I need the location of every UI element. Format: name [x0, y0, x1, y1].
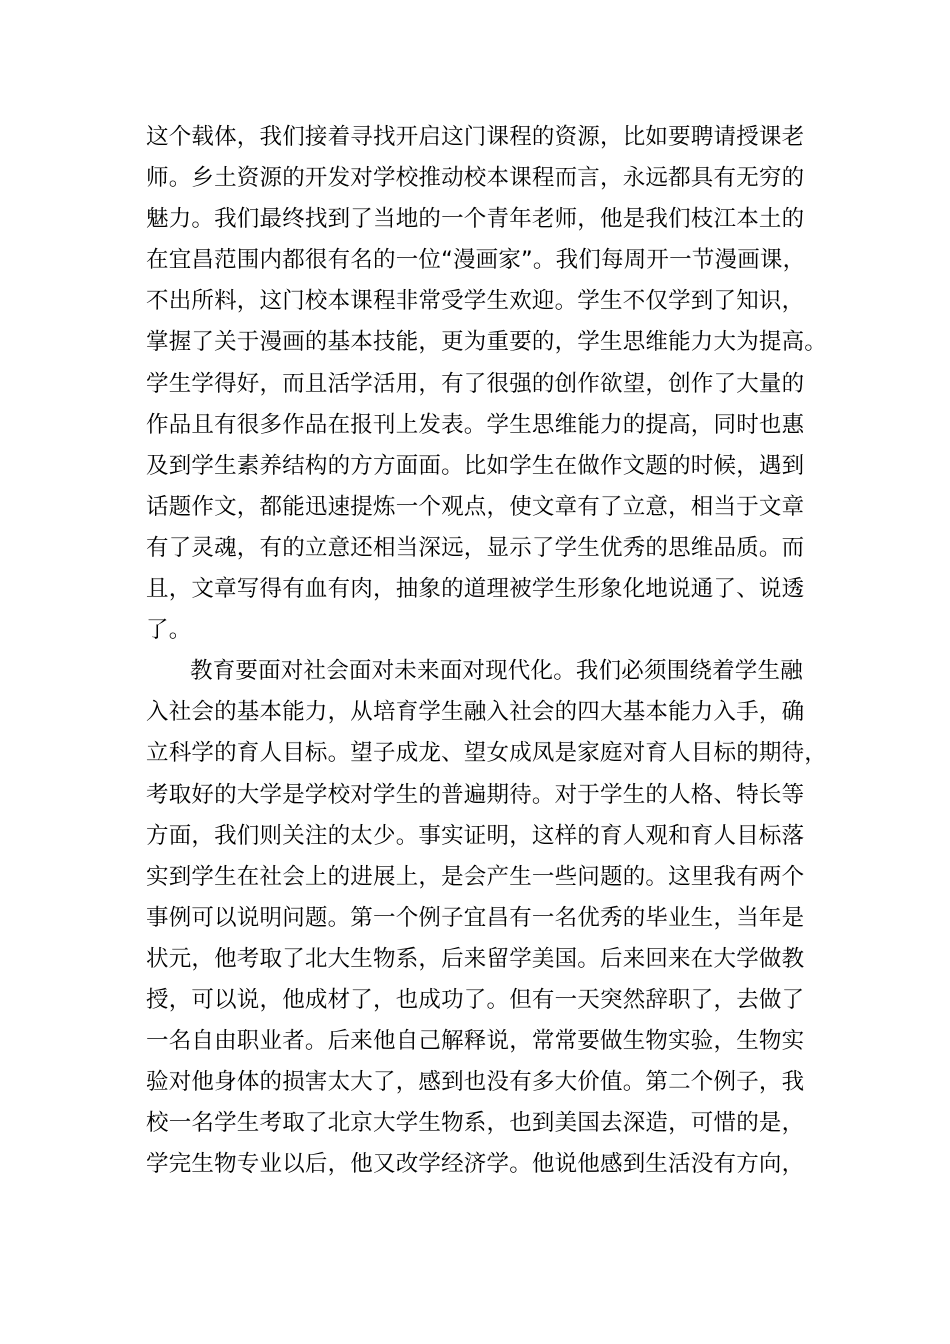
text-line: 学完生物专业以后，他又改学经济学。他说他感到生活没有方向，	[146, 1151, 805, 1178]
text-line: 学生学得好，而且活学活用，有了很强的创作欲望，创作了大量的	[146, 370, 805, 397]
text-line: 一名自由职业者。后来他自己解释说，常常要做生物实验，生物实	[146, 1028, 805, 1055]
text-line: 掌握了关于漫画的基本技能，更为重要的，学生思维能力大为提高。	[146, 329, 828, 356]
text-line: 方面，我们则关注的太少。事实证明，这样的育人观和育人目标落	[146, 822, 805, 849]
text-line: 验对他身体的损害太大了，感到也没有多大价值。第二个例子，我	[146, 1069, 805, 1096]
text-line: 有了灵魂，有的立意还相当深远，显示了学生优秀的思维品质。而	[146, 534, 805, 561]
text-line: 魅力。我们最终找到了当地的一个青年老师，他是我们枝江本土的	[146, 206, 805, 233]
text-line: 不出所料，这门校本课程非常受学生欢迎。学生不仅学到了知识，	[146, 288, 805, 315]
text-line: 事例可以说明问题。第一个例子宜昌有一名优秀的毕业生，当年是	[146, 904, 805, 931]
text-line: 考取好的大学是学校对学生的普遍期待。对于学生的人格、特长等	[146, 781, 805, 808]
text-line: 且，文章写得有血有肉，抽象的道理被学生形象化地说通了、说透	[146, 576, 805, 603]
text-line: 作品且有很多作品在报刊上发表。学生思维能力的提高，同时也惠	[146, 411, 805, 438]
text-line: 入社会的基本能力，从培育学生融入社会的四大基本能力入手，确	[146, 699, 805, 726]
text-line: 实到学生在社会上的进展上，是会产生一些问题的。这里我有两个	[146, 863, 805, 890]
text-line: 授，可以说，他成材了，也成功了。但有一天突然辞职了，去做了	[146, 986, 805, 1013]
text-line: 这个载体，我们接着寻找开启这门课程的资源，比如要聘请授课老	[146, 124, 805, 150]
text-line: 在宜昌范围内都很有名的一位“漫画家”。我们每周开一节漫画课，	[146, 247, 806, 274]
text-line: 校一名学生考取了北京大学生物系，也到美国去深造，可惜的是，	[146, 1110, 805, 1137]
paragraph-first-line: 教育要面对社会面对未来面对现代化。我们必须围绕着学生融	[190, 658, 803, 685]
text-line: 状元，他考取了北大生物系，后来留学美国。后来回来在大学做教	[146, 945, 805, 972]
text-line: 话题作文，都能迅速提炼一个观点，使文章有了立意，相当于文章	[146, 493, 805, 520]
text-line: 立科学的育人目标。望子成龙、望女成凤是家庭对育人目标的期待，	[146, 740, 828, 767]
text-line: 了。	[146, 617, 192, 644]
body-text	[146, 117, 826, 1185]
text-line: 师。乡土资源的开发对学校推动校本课程而言，永远都具有无穷的	[146, 165, 805, 192]
text-line: 及到学生素养结构的方方面面。比如学生在做作文题的时候，遇到	[146, 452, 805, 479]
